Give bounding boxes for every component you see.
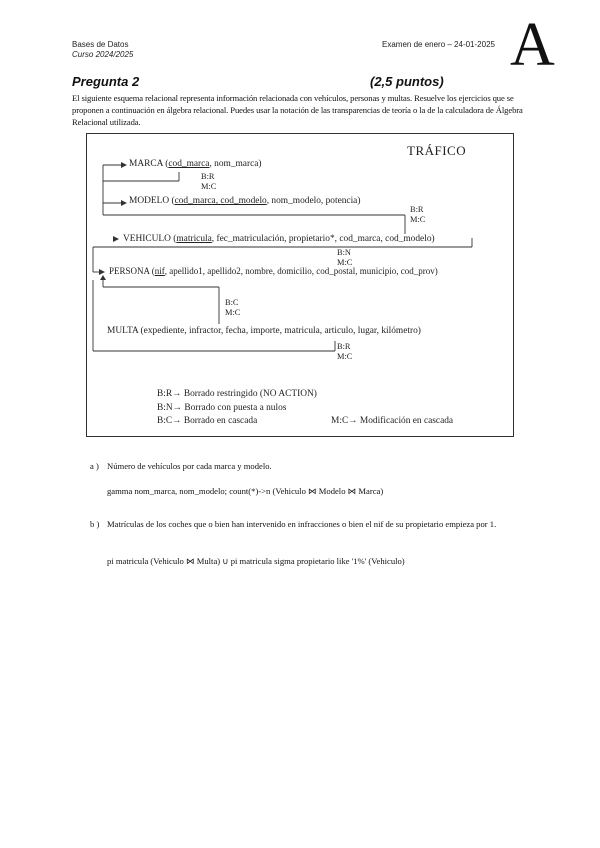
rule-modelo-vehiculo: B:R M:C <box>410 205 426 224</box>
course-year: Curso 2024/2025 <box>72 50 134 59</box>
subquestion-a-letter: a ) <box>90 461 99 471</box>
relation-marca: MARCA (cod_marca, nom_marca) <box>129 159 262 169</box>
rule-persona-multa: B:R M:C <box>337 342 353 361</box>
relation-multa: MULTA (expediente, infractor, fecha, importe, matricula, articulo, lugar, kilómetro) <box>107 326 421 336</box>
exam-date: Examen de enero – 24-01-2025 <box>382 40 495 49</box>
modelo-name: MODELO <box>129 196 170 206</box>
legend-bn: B:N→ Borrado con puesta a nulos <box>157 402 287 413</box>
question-intro: El siguiente esquema relacional representa información relacionada con vehículos, personas y multas. Resuelve los ejercicios que se proponen a continuación en álgebra relacional. Puedes usar la notación de las transparencias de teoría o la de la calculadora de Álgebra Relacional utilizada. <box>72 93 523 128</box>
relation-modelo: MODELO (cod_marca, cod_modelo, nom_modelo, potencia) <box>129 196 361 206</box>
vehiculo-pk: matricula <box>176 234 212 244</box>
rule-vehiculo-multa: B:C M:C <box>225 298 241 317</box>
subquestion-b-letter: b ) <box>90 519 100 529</box>
vehiculo-name: VEHICULO <box>123 234 171 244</box>
legend-br: B:R→ Borrado restringido (NO ACTION) <box>157 389 317 399</box>
subquestion-a-text: Número de vehículos por cada marca y modelo. <box>107 461 272 471</box>
question-points: (2,5 puntos) <box>370 74 444 89</box>
rule-marca-modelo: B:R M:C <box>201 172 217 191</box>
diagram-title: TRÁFICO <box>407 143 467 158</box>
schema-diagram <box>86 133 514 437</box>
persona-pk: nif <box>154 266 165 276</box>
question-title: Pregunta 2 <box>72 74 140 89</box>
exam-version-letter: A <box>510 11 555 79</box>
legend-mc: M:C→ Modificación en cascada <box>331 416 454 426</box>
relation-persona: PERSONA (nif, apellido1, apellido2, nombre, domicilio, cod_postal, municipio, cod_prov) <box>109 266 438 276</box>
rule-persona-vehiculo: B:N M:C <box>337 248 353 267</box>
legend-bc: B:C→ Borrado en cascada <box>157 416 258 426</box>
multa-name: MULTA <box>107 326 139 336</box>
modelo-pk: cod_marca, cod_modelo <box>174 196 267 206</box>
persona-name: PERSONA <box>109 266 150 276</box>
subquestion-b-answer: pi matricula (Vehiculo ⋈ Multa) ∪ pi matricula sigma propietario like '1%' (Vehiculo) <box>107 556 405 566</box>
subquestion-a-answer: gamma nom_marca, nom_modelo; count(*)->n (Vehiculo ⋈ Modelo ⋈ Marca) <box>107 486 384 496</box>
course-name: Bases de Datos <box>72 40 129 49</box>
marca-pk: cod_marca <box>168 159 210 169</box>
diagram-legend <box>157 388 317 429</box>
subquestion-b-text: Matrículas de los coches que o bien han intervenido en infracciones o bien el nif de su propietario empieza por 1. <box>107 519 497 529</box>
marca-name: MARCA <box>129 159 163 169</box>
relation-vehiculo: VEHICULO (matricula, fec_matriculación, propietario*, cod_marca, cod_modelo) <box>123 234 435 244</box>
